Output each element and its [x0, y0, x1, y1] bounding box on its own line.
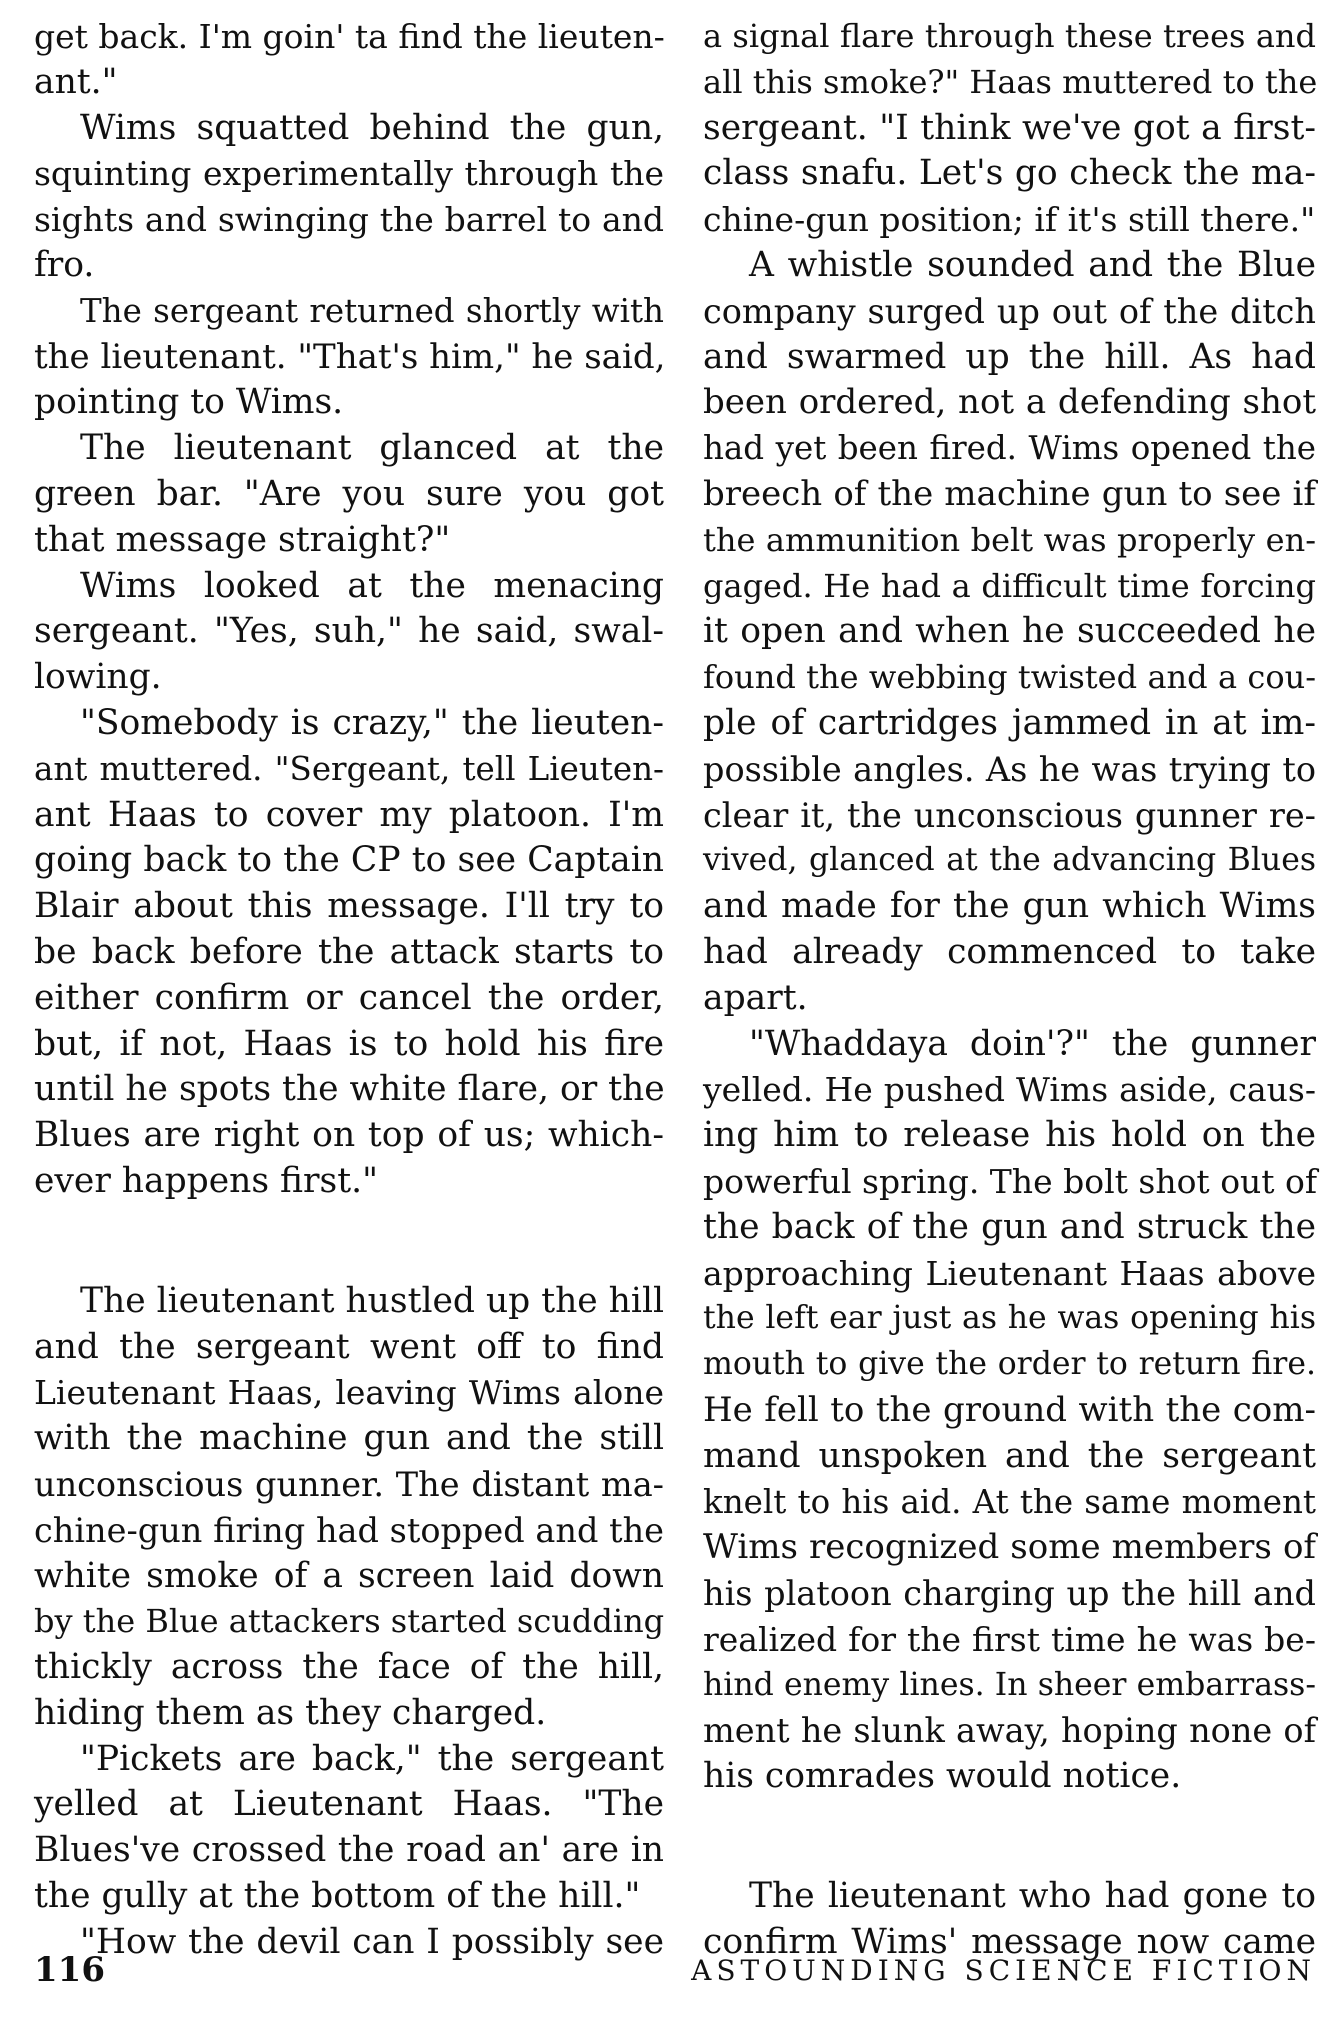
text-line: and the sergeant went off to find — [34, 1326, 664, 1367]
text-line: it open and when he succeeded he — [703, 611, 1316, 652]
text-line: The lieutenant who had gone to — [749, 1876, 1316, 1917]
text-line: had yet been fired. Wims opened the — [703, 429, 1316, 468]
text-line: "How the devil can I possibly see — [80, 1921, 664, 1962]
text-line: had already commenced to take — [703, 931, 1316, 972]
text-line: Blues are right on top of us; which- — [34, 1115, 664, 1156]
text-line: get back. I'm goin' ta find the lieuten- — [34, 17, 665, 56]
text-line: sergeant. "I think we've got a first- — [703, 107, 1316, 148]
text-line: yelled at Lieutenant Haas. "The — [34, 1784, 664, 1825]
text-line: vived, glanced at the advancing Blues — [703, 842, 1316, 879]
text-line: mand unspoken and the sergeant — [703, 1435, 1316, 1476]
text-line: "Pickets are back," the sergeant — [80, 1738, 664, 1779]
text-line: realized for the first time he was be- — [703, 1619, 1316, 1659]
text-line: the lieutenant. "That's him," he said, — [34, 336, 666, 377]
text-line: confirm Wims' message now came — [703, 1921, 1316, 1962]
text-line: unconscious gunner. The distant ma- — [34, 1464, 664, 1504]
text-line: breech of the machine gun to see if — [703, 473, 1316, 514]
section-break — [703, 1800, 1316, 1874]
text-line: "Whaddaya doin'?" the gunner — [749, 1023, 1316, 1064]
text-line: either confirm or cancel the order, — [34, 977, 664, 1018]
text-line: Wims looked at the menacing — [80, 565, 664, 606]
text-line: the back of the gun and struck the — [703, 1206, 1316, 1247]
text-line: thickly across the face of the hill, — [34, 1647, 664, 1688]
text-line: fro. — [34, 244, 95, 285]
text-line: the gully at the bottom of the hill." — [34, 1876, 641, 1917]
text-line: the left ear just as he was opening his — [703, 1300, 1316, 1337]
text-line: by the Blue attackers started scudding — [34, 1602, 665, 1641]
left-text-column — [34, 14, 664, 1966]
text-line: approaching Lieutenant Haas above — [703, 1253, 1316, 1293]
text-line: possible angles. As he was trying to — [703, 749, 1316, 789]
text-line: ment he slunk away, hoping none of — [703, 1711, 1316, 1751]
text-line: but, if not, Haas is to hold his fire — [34, 1023, 664, 1064]
text-line: Wims squatted behind the gun, — [80, 107, 664, 148]
text-line: his comrades would notice. — [703, 1756, 1182, 1797]
text-line: powerful spring. The bolt shot out of — [703, 1161, 1318, 1201]
text-line: The lieutenant glanced at the — [80, 428, 664, 469]
text-line: been ordered, not a defending shot — [703, 382, 1316, 423]
text-line: Blair about this message. I'll try to — [34, 886, 664, 927]
text-line: sights and swinging the barrel to and — [34, 200, 664, 240]
text-line: hind enemy lines. In sheer embarrass- — [703, 1666, 1316, 1703]
text-line: until he spots the white flare, or the — [34, 1069, 665, 1110]
text-line: and made for the gun which Wims — [703, 886, 1316, 927]
right-text-column — [703, 14, 1316, 1966]
text-line: mouth to give the order to return fire. — [703, 1346, 1316, 1383]
text-line: The sergeant returned shortly with — [80, 291, 664, 330]
text-line: hiding them as they charged. — [34, 1692, 547, 1733]
text-line: He fell to the ground with the com- — [703, 1389, 1316, 1430]
text-line: found the webbing twisted and a cou- — [703, 658, 1316, 697]
text-line: yelled. He pushed Wims aside, caus- — [703, 1070, 1316, 1110]
page-number: 116 — [34, 1950, 105, 1990]
text-line: gaged. He had a difficult time forcing — [703, 566, 1316, 605]
text-line: chine-gun firing had stopped and the — [34, 1510, 664, 1550]
text-line: company surged up out of the ditch — [703, 291, 1316, 331]
text-line: class snafu. Let's go check the ma- — [703, 153, 1316, 194]
text-line: ever happens first." — [34, 1160, 378, 1201]
text-line: the ammunition belt was properly en- — [703, 520, 1316, 559]
text-line: Blues've crossed the road an' are in — [34, 1830, 664, 1871]
text-line: apart. — [703, 977, 808, 1018]
text-line: ple of cartridges jammed in at im- — [703, 702, 1316, 743]
text-line: with the machine gun and the still — [34, 1418, 664, 1459]
text-line: A whistle sounded and the Blue — [749, 244, 1316, 285]
text-line: ant muttered. "Sergeant, tell Lieuten- — [34, 749, 664, 788]
text-line: green bar. "Are you sure you got — [34, 473, 664, 514]
text-line: his platoon charging up the hill and — [703, 1574, 1316, 1614]
text-line: ant." — [34, 61, 118, 102]
page-footer — [34, 1950, 1316, 2000]
text-line: and swarmed up the hill. As had — [703, 336, 1316, 377]
section-break — [34, 1205, 664, 1279]
text-line: squinting experimentally through the — [34, 154, 664, 194]
text-line: be back before the attack starts to — [34, 931, 664, 972]
text-line: knelt to his aid. At the same moment — [703, 1482, 1316, 1521]
text-line: chine-gun position; if it's still there." — [703, 200, 1316, 240]
text-line: ant Haas to cover my platoon. I'm — [34, 794, 664, 835]
text-line: Wims recognized some members of — [703, 1527, 1316, 1568]
text-line: that message straight?" — [34, 519, 451, 560]
text-line: a signal flare through these trees and — [703, 17, 1316, 55]
text-line: Lieutenant Haas, leaving Wims alone — [34, 1373, 664, 1413]
running-head: ASTOUNDING SCIENCE FICTION — [691, 1954, 1316, 1987]
text-line: going back to the CP to see Captain — [34, 840, 664, 881]
text-line: "Somebody is crazy," the lieuten- — [80, 702, 664, 743]
text-line: ing him to release his hold on the — [703, 1115, 1316, 1156]
text-line: clear it, the unconscious gunner re- — [703, 795, 1316, 835]
text-line: sergeant. "Yes, suh," he said, swal- — [34, 611, 664, 652]
text-line: white smoke of a screen laid down — [34, 1555, 664, 1596]
text-line: The lieutenant hustled up the hill — [80, 1280, 665, 1321]
text-line: all this smoke?" Haas muttered to the — [703, 62, 1318, 101]
text-line: lowing. — [34, 657, 162, 698]
text-line: pointing to Wims. — [34, 382, 344, 423]
